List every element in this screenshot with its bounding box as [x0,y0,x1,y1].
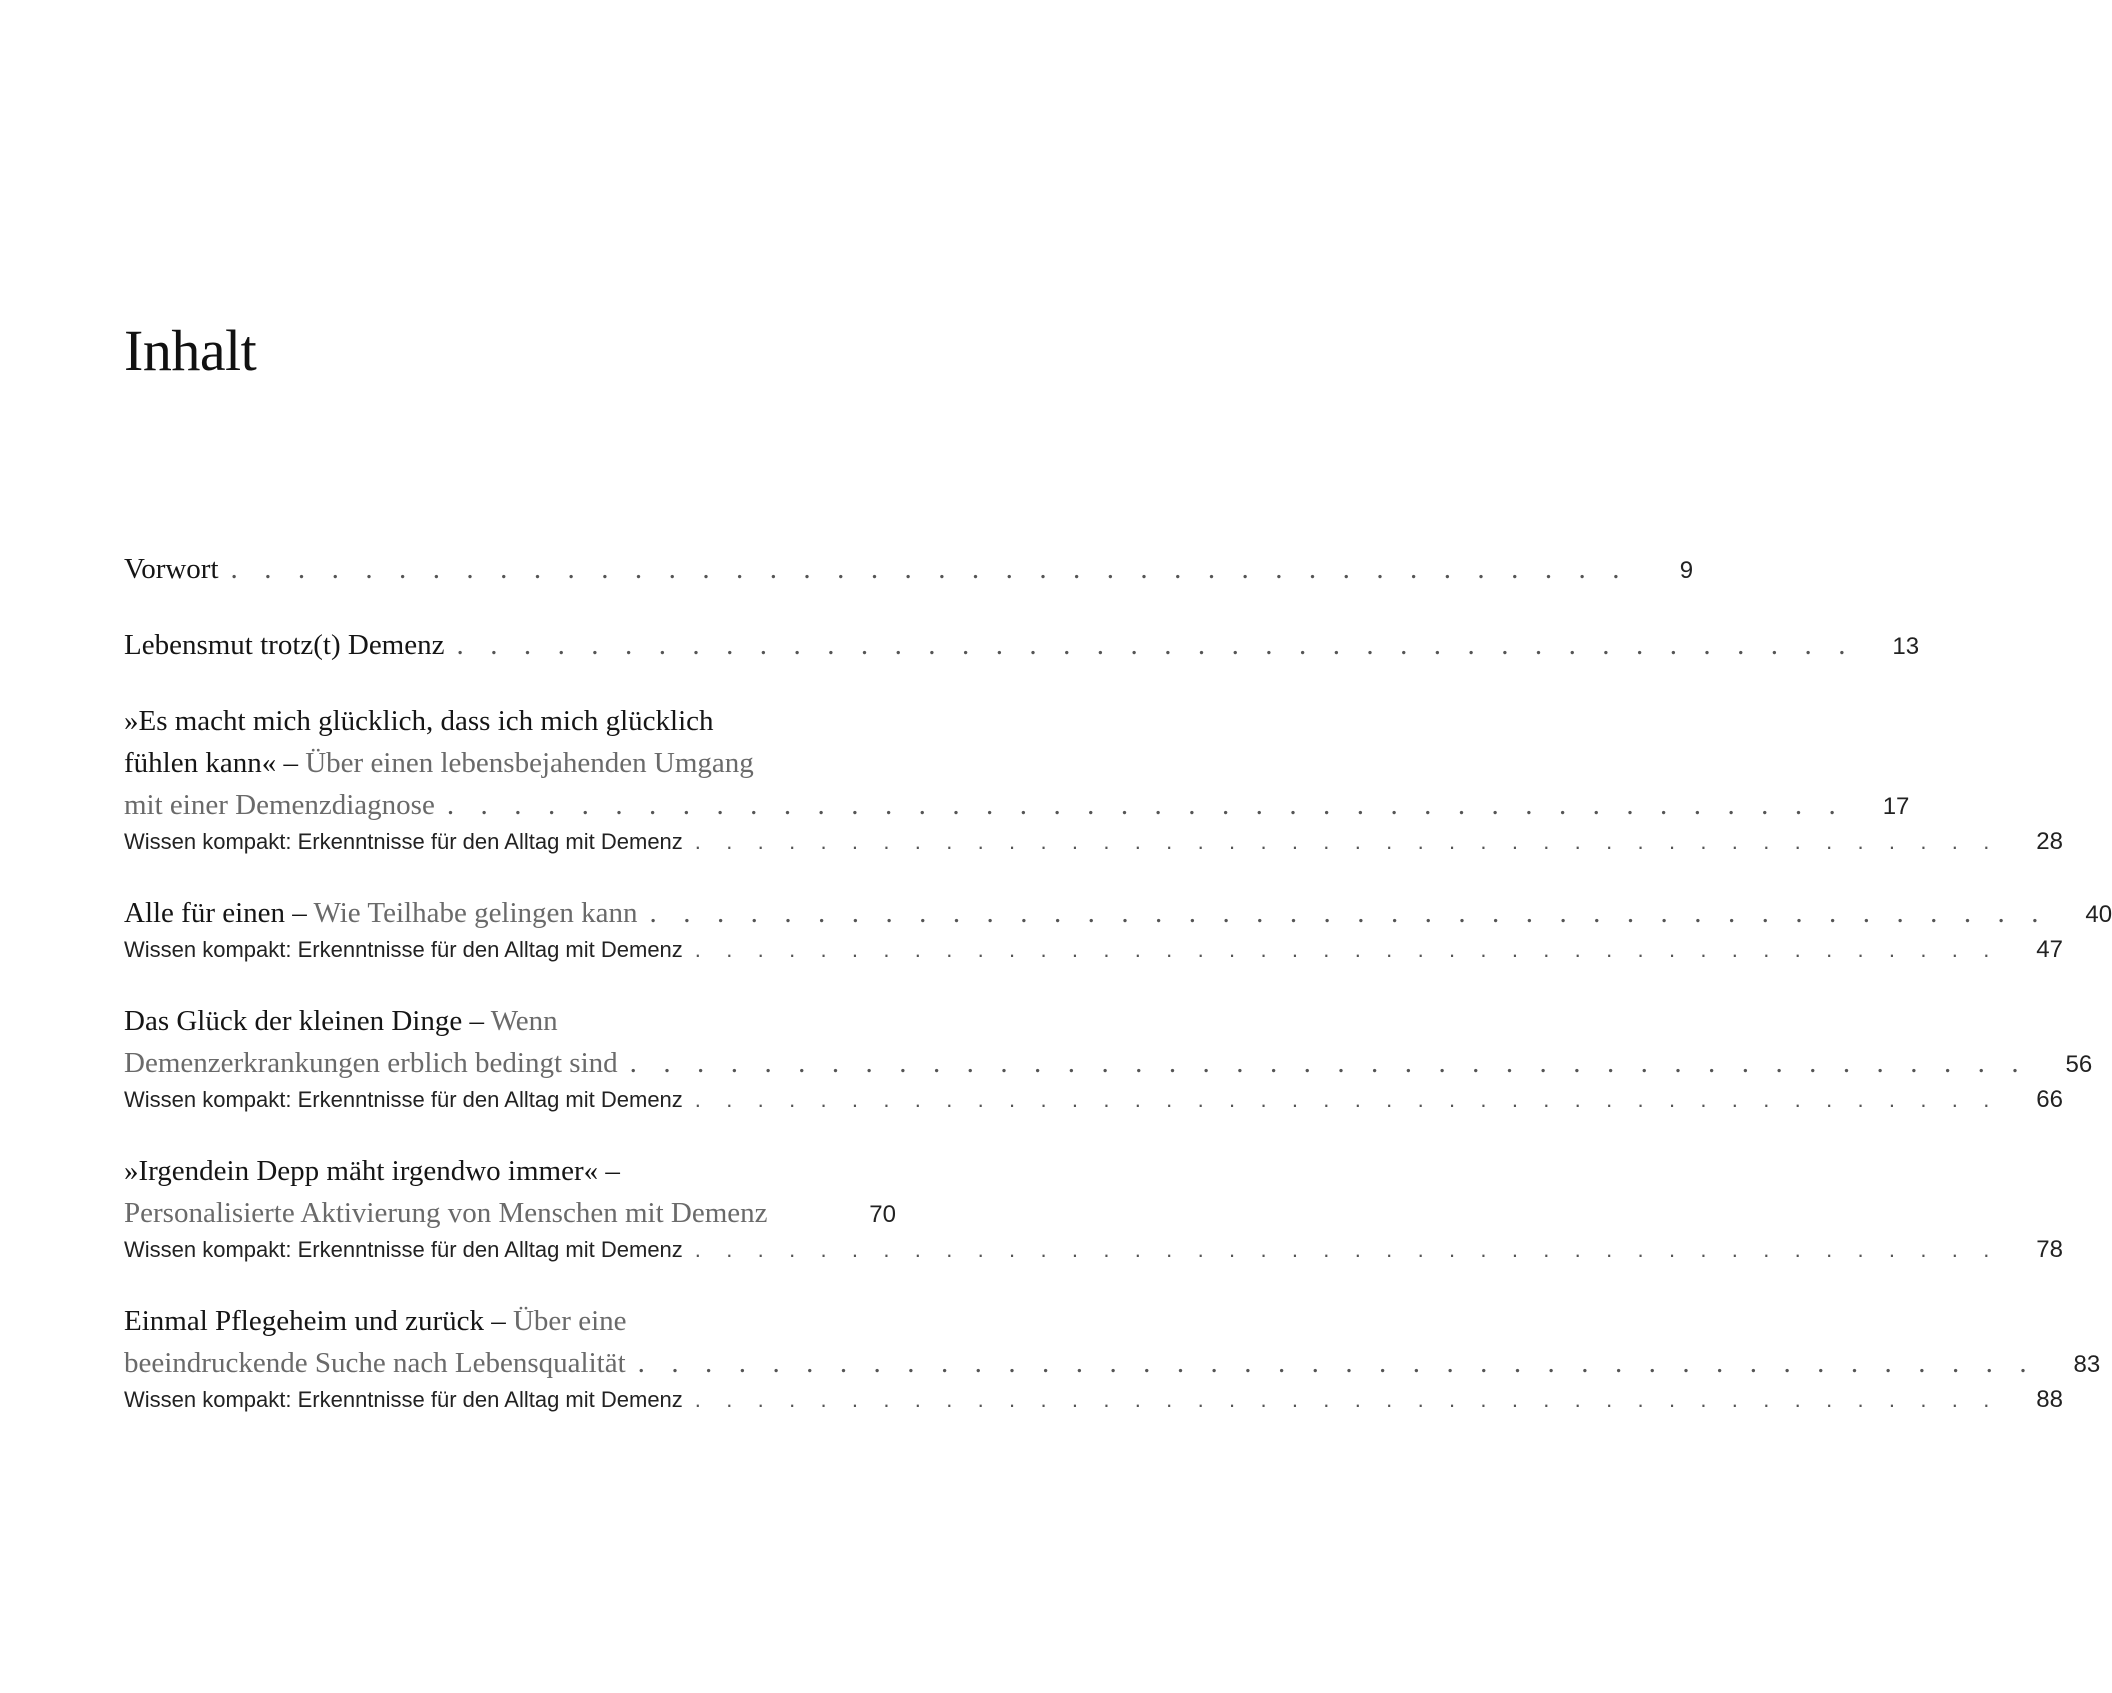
toc-entry-glueck-kleine-dinge[interactable] [124,1000,2093,1116]
dot-leader: . . . . . . . . . . . . . . . . . . . . . . . . . . . . . . . . . . . . . . . . . . [694,1087,1999,1112]
dot-leader: . . . . . . . . . . . . . . . . . . . . . . . . . . . . . . . . . . . . . . . . . . [694,829,1999,854]
dot-leader: . . . . . . . . . . . . . . . . . . . . . . . . . . . . . . . . . . . . . . . . . . [649,897,2049,929]
toc-wissen-title: Wissen kompakt: Erkenntnisse für den Alltag mit Demenz [124,937,683,962]
toc-row [124,742,896,784]
toc-entry-title: Lebensmut trotz(t) Demenz [124,629,445,661]
toc-page-number: 28 [2036,828,2063,855]
dot-leader: . . . . . . . . . . . . . . . . . . . . . . . . . . . . . . . . . . . . . . . . . . [694,937,1999,962]
toc-wissen-title: Wissen kompakt: Erkenntnisse für den Alltag mit Demenz [124,829,683,854]
toc-row [124,1150,896,1192]
page-title: Inhalt [124,318,257,383]
toc-entry-heading [124,892,638,934]
toc-entry-subtitle: Wenn [490,1005,558,1037]
toc-row [124,892,2112,934]
dot-leader: . . . . . . . . . . . . . . . . . . . . . . . . . . . . . . . . . . . . . . . . . . [629,1047,2029,1079]
toc-wissen-row[interactable] [124,1234,2063,1266]
toc-entry-subtitle: mit einer Demenzdiagnose [124,789,435,821]
toc-wissen-row[interactable] [124,1384,2063,1416]
dot-leader: . . . . . . . . . . . . . . . . . . . . . . . . . . . . . . . . . . . . . . . . . . [694,1387,1999,1412]
toc-row [124,1042,2093,1084]
toc-entry-irgendein-depp[interactable] [124,1150,2063,1266]
toc-row [124,700,896,742]
toc-entry-title: »Irgendein Depp mäht irgendwo immer« – [124,1155,620,1187]
dot-leader: . . . . . . . . . . . . . . . . . . . . . . . . . . . . . . . . . . . . . . . . . . [230,553,1630,585]
toc-page-number: 88 [2036,1386,2063,1413]
toc-page-number: 66 [2036,1086,2063,1113]
toc-wissen-row[interactable] [124,934,2063,966]
toc-page-number: 47 [2036,936,2063,963]
toc-entry-alle-fuer-einen[interactable] [124,892,2112,966]
toc-entry-pflegeheim[interactable] [124,1300,2101,1416]
toc-entry-vorwort[interactable] [124,548,1694,590]
toc-page-number: 56 [2065,1051,2093,1078]
toc-page-number: 78 [2036,1236,2063,1263]
toc-entry-subtitle: beeindruckende Suche nach Lebensqualität [124,1347,626,1379]
toc-wissen-row[interactable] [124,1084,2063,1116]
toc-entry-title: Einmal Pflegeheim und zurück – [124,1305,506,1337]
toc-wissen-title: Wissen kompakt: Erkenntnisse für den Alltag mit Demenz [124,1387,683,1412]
toc-entry-title: Das Glück der kleinen Dinge – [124,1005,484,1037]
toc-entry-title: Vorwort [124,553,219,585]
toc-entry-gluecklich[interactable] [124,700,2063,858]
toc-wissen-title: Wissen kompakt: Erkenntnisse für den Alltag mit Demenz [124,1087,683,1112]
toc-page-number: 40 [2085,901,2112,928]
toc-wissen-row[interactable] [124,826,2063,858]
toc-row [124,1192,896,1234]
toc-entry-subtitle: Über eine [512,1305,627,1337]
toc-row [124,784,1910,826]
toc-row [124,624,1920,666]
dot-leader: . . . . . . . . . . . . . . . . . . . . . . . . . . . . . . . . . . . . . . . . . . [694,1237,1999,1262]
toc-row [124,548,1694,590]
toc-entry-title: fühlen kann« – [124,747,298,779]
toc-entry-subtitle: Über einen lebensbejahenden Umgang [305,747,754,779]
toc-entry-title: »Es macht mich glücklich, dass ich mich glücklich [124,705,714,737]
dot-leader: . . . . . . . . . . . . . . . . . . . . . . . . . . . . . . . . . . . . . . . . . . [446,789,1846,821]
toc-entry-subtitle: Wie Teilhabe gelingen kann [313,897,638,929]
toc-row [124,1342,2101,1384]
toc-row [124,1300,896,1342]
dot-leader: . . . . . . . . . . . . . . . . . . . . . . . . . . . . . . . . . . . . . . . . . . [637,1347,2037,1379]
toc-page-number: 83 [2073,1351,2101,1378]
toc-entry-subtitle: Demenzerkrankungen erblich bedingt sind [124,1047,618,1079]
table-of-contents [124,548,2112,1416]
dot-leader: . . . . . . . . . . . . . . . . . . . . . . . . . . . . . . . . . . . . . . . . . . [456,629,1856,661]
toc-entry-lebensmut[interactable] [124,624,1920,666]
toc-entry-title: Alle für einen – [124,897,307,929]
toc-page-number: 70 [869,1201,896,1228]
toc-row [124,1000,896,1042]
toc-page-number: 9 [1679,557,1694,584]
toc-page-number: 13 [1892,633,1920,660]
toc-entry-subtitle: Personalisierte Aktivierung von Menschen mit Demenz [124,1197,768,1229]
toc-page-number: 17 [1882,793,1910,820]
toc-wissen-title: Wissen kompakt: Erkenntnisse für den Alltag mit Demenz [124,1237,683,1262]
